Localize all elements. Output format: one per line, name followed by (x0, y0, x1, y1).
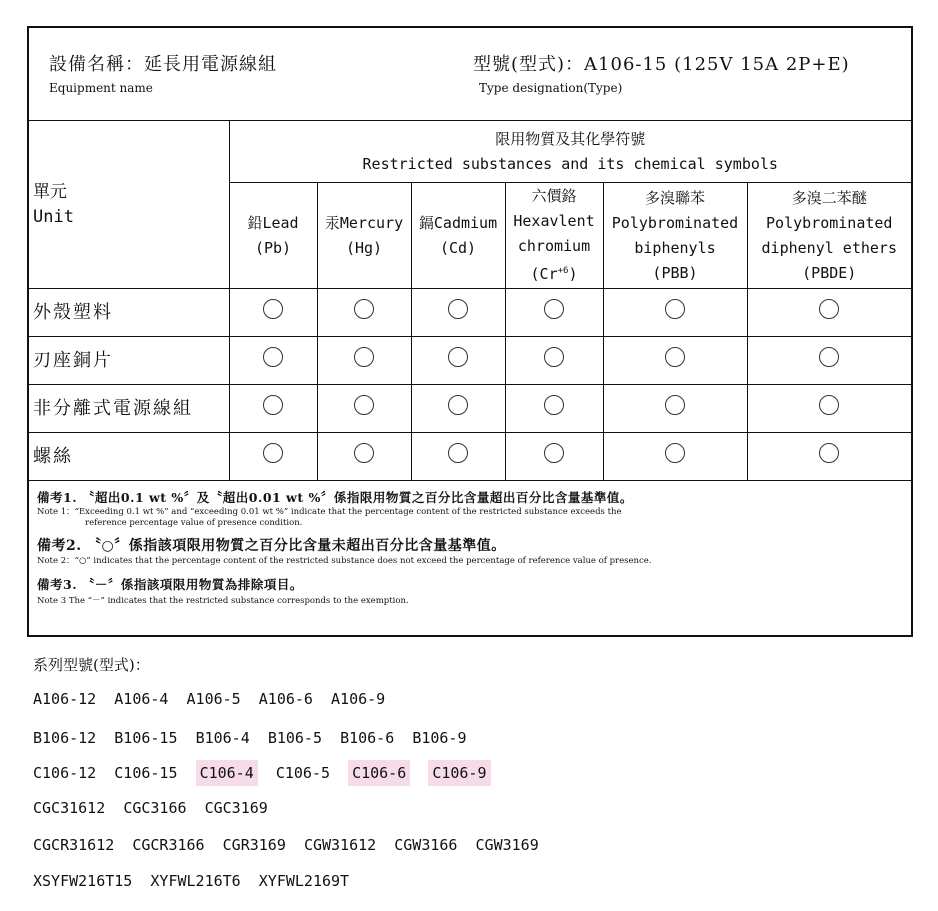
circle-mark-icon (544, 395, 564, 415)
circle-mark-icon (665, 395, 685, 415)
circle-mark-icon (448, 443, 468, 463)
col-pbde-symbol: (PBDE) (802, 263, 857, 282)
col-pbb-en-1: Polybrominated (611, 213, 739, 232)
series-line (33, 690, 385, 708)
col-cadmium (411, 183, 505, 289)
circle-mark-icon (819, 395, 839, 415)
model-code: C106-5 (275, 764, 330, 782)
model-code: A106-12 (33, 690, 97, 708)
substance-table (29, 120, 911, 481)
note-1-en: Note 1：“Exceeding 0.1 wt %” and “exceeding 0.01 wt %” indicate that the percentage content of the restricted substance exceeds the (37, 507, 622, 517)
col-pbb-symbol: (PBB) (652, 263, 698, 282)
col-pbde (747, 183, 911, 289)
col-chromium-symbol (506, 259, 603, 287)
row-label: 螺絲 (29, 433, 229, 481)
col-pbde-zh: 多溴二苯醚 (791, 188, 867, 207)
circle-mark-icon (354, 443, 374, 463)
col-mercury-symbol: (Hg) (345, 238, 383, 257)
model-code: A106-5 (186, 690, 241, 708)
note-2-en: Note 2：“○” indicates that the percentage content of the restricted substance does not exceed the percentage of reference value of presence. (37, 556, 652, 566)
circle-mark-icon (354, 347, 374, 367)
note-1-zh: 備考1. 〝超出0.1 wt %〞及〝超出0.01 wt %〞係指限用物質之百分比含量超出百分比含量基準值。 (37, 490, 633, 505)
table-row (29, 337, 911, 385)
notes-section (37, 488, 897, 606)
table-row (29, 289, 911, 337)
model-code: A106-9 (331, 690, 386, 708)
circle-mark-icon (544, 443, 564, 463)
header-section (29, 28, 911, 121)
model-code: CGC31612 (33, 799, 106, 817)
note-3-en: Note 3 The “－” indicates that the restricted substance corresponds to the exemption. (37, 596, 409, 606)
col-lead (229, 183, 317, 289)
model-code: CGC3169 (204, 799, 268, 817)
col-chromium-zh: 六價鉻 (531, 187, 577, 205)
unit-header-en: Unit (33, 206, 74, 227)
circle-mark-icon (448, 347, 468, 367)
table-row (29, 385, 911, 433)
model-code: CGW3169 (475, 836, 539, 854)
col-chromium-en-1: Hexavlent (513, 212, 595, 230)
type-designation-en: Type designation(Type) (479, 81, 623, 95)
model-code: CGCR3166 (132, 836, 205, 854)
circle-mark-icon (263, 299, 283, 319)
col-mercury-name: 汞Mercury (324, 213, 404, 232)
series-line (33, 872, 349, 890)
row-label: 非分離式電源線組 (29, 385, 229, 433)
type-designation-zh: 型號(型式)：A106-15 (125V 15A 2P+E) (473, 54, 850, 75)
model-code: C106-9 (428, 760, 490, 786)
circle-mark-icon (665, 347, 685, 367)
circle-mark-icon (665, 443, 685, 463)
note-2-zh: 備考2. 〝○〞係指該項限用物質之百分比含量未超出百分比含量基準值。 (37, 538, 506, 554)
col-pbb-en-2: biphenyls (634, 238, 716, 257)
circle-mark-icon (544, 299, 564, 319)
model-code: B106-12 (33, 729, 97, 747)
model-code: C106-6 (348, 760, 410, 786)
model-code: B106-6 (340, 729, 395, 747)
model-code: A106-4 (114, 690, 169, 708)
circle-mark-icon (354, 395, 374, 415)
note-1-en-cont: reference percentage value of presence condition. (85, 518, 303, 528)
model-code: B106-4 (195, 729, 250, 747)
model-code: XSYFW216T15 (33, 872, 133, 890)
restricted-header-zh: 限用物質及其化學符號 (495, 129, 646, 148)
model-code: CGW3166 (394, 836, 458, 854)
row-label: 刃座銅片 (29, 337, 229, 385)
equipment-name-en: Equipment name (49, 81, 153, 95)
model-code: B106-9 (412, 729, 467, 747)
col-hexavalent-chromium (505, 183, 603, 289)
series-title: 系列型號(型式)： (33, 656, 150, 674)
circle-mark-icon (448, 299, 468, 319)
unit-header-zh: 單元 (33, 181, 67, 202)
circle-mark-icon (819, 443, 839, 463)
chromium-symbol-end: ) (568, 265, 578, 283)
model-code: B106-5 (267, 729, 322, 747)
circle-mark-icon (263, 395, 283, 415)
model-code: XYFWL216T6 (150, 872, 241, 890)
series-line (33, 799, 268, 817)
note-3-zh: 備考3. 〝－〞係指該項限用物質為排除項目。 (37, 577, 303, 592)
model-code: CGW31612 (303, 836, 377, 854)
col-chromium-en-2: chromium (517, 237, 591, 255)
model-code: C106-12 (33, 764, 97, 782)
row-label: 外殼塑料 (29, 289, 229, 337)
series-line (33, 764, 491, 782)
circle-mark-icon (665, 299, 685, 319)
circle-mark-icon (263, 443, 283, 463)
restricted-substances-header (229, 121, 911, 183)
col-cadmium-symbol: (Cd) (439, 238, 477, 257)
circle-mark-icon (819, 299, 839, 319)
model-code: B106-15 (114, 729, 178, 747)
unit-header (29, 121, 229, 289)
model-code: CGCR31612 (33, 836, 115, 854)
restricted-header-en: Restricted substances and its chemical symbols (362, 154, 778, 173)
col-pbb-zh: 多溴聯苯 (644, 188, 705, 207)
model-code: C106-4 (196, 760, 258, 786)
model-code: XYFWL2169T (258, 872, 350, 890)
series-line (33, 729, 467, 747)
table-row (29, 433, 911, 481)
circle-mark-icon (819, 347, 839, 367)
circle-mark-icon (448, 395, 468, 415)
circle-mark-icon (354, 299, 374, 319)
col-mercury (317, 183, 411, 289)
col-cadmium-name: 鎘Cadmium (418, 213, 498, 232)
model-code: CGC3166 (123, 799, 187, 817)
model-code: C106-15 (114, 764, 178, 782)
circle-mark-icon (544, 347, 564, 367)
col-pbb (603, 183, 747, 289)
chromium-symbol-base: (Cr (530, 265, 558, 283)
equipment-name-zh: 設備名稱：延長用電源線組 (49, 54, 277, 75)
col-lead-name: 鉛Lead (247, 213, 299, 232)
col-lead-symbol: (Pb) (254, 238, 292, 257)
rohs-declaration-frame (27, 26, 913, 637)
col-pbde-en-1: Polybrominated (766, 213, 893, 232)
circle-mark-icon (263, 347, 283, 367)
chromium-symbol-sup: +6 (557, 266, 569, 276)
model-code: A106-6 (258, 690, 313, 708)
col-pbde-en-2: diphenyl ethers (761, 238, 897, 257)
series-line (33, 836, 539, 854)
model-code: CGR3169 (222, 836, 286, 854)
